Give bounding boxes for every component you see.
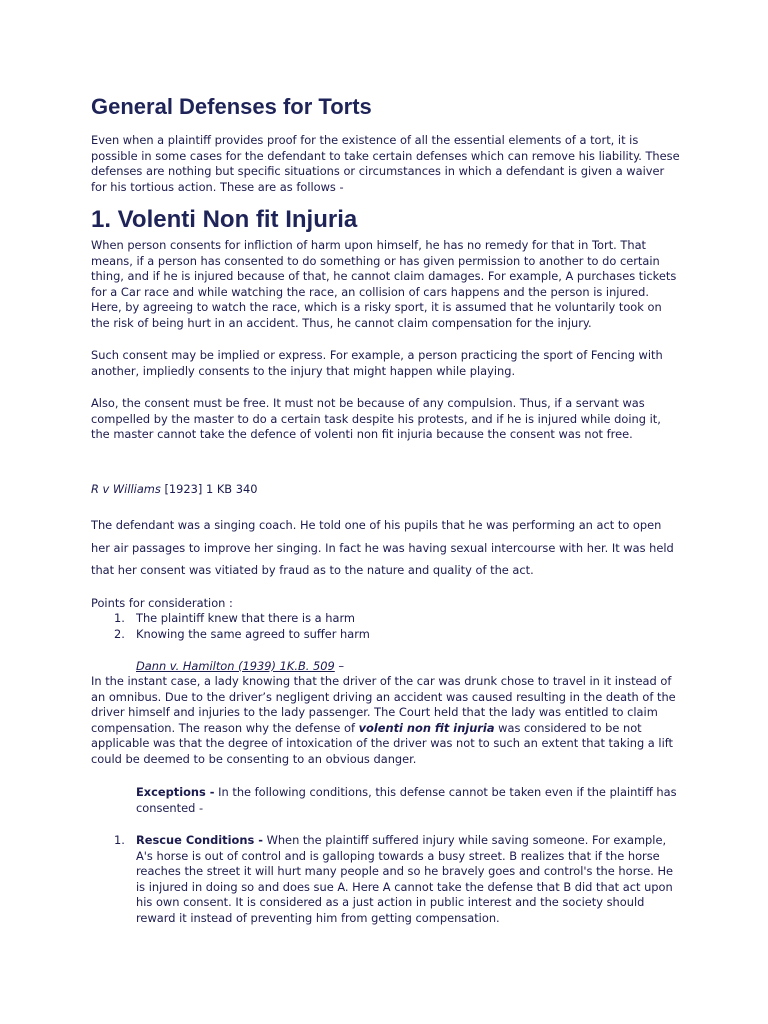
case-dann-text (91, 674, 683, 768)
points-heading: Points for consideration : (91, 596, 233, 610)
page-title: General Defenses for Torts (91, 94, 372, 119)
case-name: Dann v. Hamilton (1939) 1K.B. 509 (136, 659, 335, 673)
points-list (91, 611, 683, 642)
exception-body (136, 833, 683, 927)
exception-label: Rescue Conditions - (136, 833, 263, 847)
case-text-part: In the instant case, a lady knowing that the driver of the car was drunk chose to travel in it instead of an omnibus. Due to the driver’s negligent driving an accident was caused resulting in the death of the driver himself and injuries to the lady passenger. The Court held that the lady was entitled to claim compensation. The reason why the defense of (91, 674, 676, 735)
exceptions-text: In the following conditions, this defense cannot be taken even if the plaintiff has consented - (136, 785, 677, 815)
exception-item (91, 833, 683, 927)
case-cite: [1923] 1 KB 340 (160, 482, 258, 496)
case-name: R v Williams (91, 482, 161, 496)
exception-text: When the plaintiff suffered injury while saving someone. For example, A's horse is out of control and is galloping towards a busy street. B realizes that if the horse reaches the street it will hurt many people and so he bravely goes and control's the horse. He is injured in doing so and does sue A. Here A cannot take the defense that B did that act upon his own consent. It is considered as a just action in public interest and the society should reward it instead of preventing him from getting compensation. (136, 833, 674, 925)
case-williams-text: The defendant was a singing coach. He told one of his pupils that he was performing an act to open her air passages to improve her singing. In fact he was having sexual intercourse with her. It was held that her consent was vitiated by fraud as to the nature and quality of the act. (91, 518, 674, 577)
section-heading-volenti: 1. Volenti Non fit Injuria (91, 206, 358, 233)
list-number: 1. (114, 833, 125, 847)
volenti-paragraph-2: Such consent may be implied or express. For example, a person practicing the sport of Fencing with another, impliedly consents to the injury that might happen while playing. (91, 348, 663, 378)
exceptions-label: Exceptions - (136, 785, 215, 799)
case-emphasis: volenti non fit injuria (358, 720, 495, 735)
volenti-paragraph-1: When person consents for infliction of harm upon himself, he has no remedy for that in Tort. That means, if a person has consented to do something or has given permission to another to do certain thing, and if he is injured because of that, he cannot claim damages. For example, A purchases tickets for a Car race and while watching the race, an collision of cars happens and the person is injured. Here, by agreeing to watch the race, which is a risky sport, it is assumed that he voluntarily took on the risk of being hurt in an accident. Thus, he cannot claim compensation for the injury. (91, 238, 677, 330)
case-citation-dann (136, 659, 683, 675)
case-text-part: was considered to be not applicable was that the degree of intoxication of the driver was not to such an extent that taking a lift could be deemed to be consenting to an obvious danger. (91, 720, 674, 766)
list-item (91, 611, 683, 627)
volenti-paragraph-3: Also, the consent must be free. It must not be because of any compulsion. Thus, if a servant was compelled by the master to do a certain task despite his protests, and if he is injured while doing it, the master cannot take the defence of volenti non fit injuria because the consent was not free. (91, 396, 661, 442)
exceptions-intro (136, 785, 683, 816)
case-citation-williams (91, 482, 683, 498)
list-number: 1. (114, 611, 125, 625)
list-number: 2. (114, 626, 125, 641)
intro-paragraph: Even when a plaintiff provides proof for the existence of all the essential elements of a tort, it is possible in some cases for the defendant to take certain defenses which can remove his liability. These defenses are nothing but specific situations or circumstances in which a defendant is given a waiver for his tortious action. These are as follows - (91, 133, 680, 194)
case-dash: – (334, 659, 345, 673)
list-item (91, 627, 683, 643)
list-text: Knowing the same agreed to suffer harm (136, 626, 370, 641)
list-text: The plaintiff knew that there is a harm (136, 611, 356, 625)
